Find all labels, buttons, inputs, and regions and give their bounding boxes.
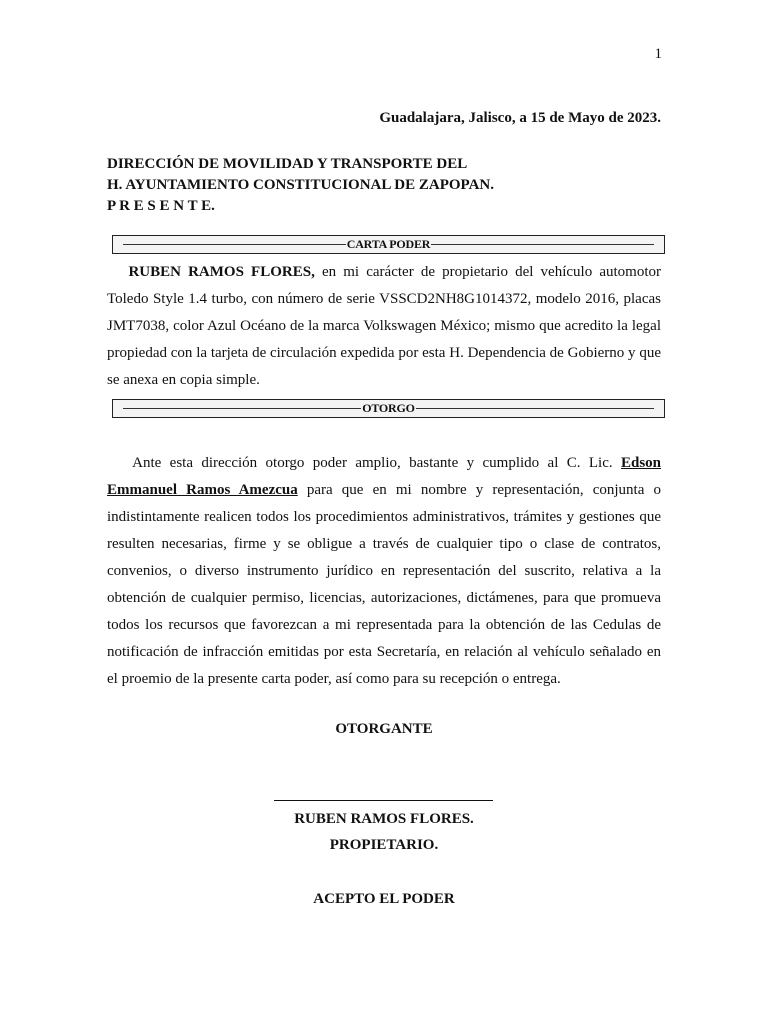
otorgo-banner: [112, 399, 665, 418]
signer-name: RUBEN RAMOS FLORES.: [294, 811, 474, 827]
grantor-name: RUBEN RAMOS FLORES,: [128, 264, 315, 280]
banner-rule-right: [431, 244, 654, 245]
power-paragraph-intro: Ante esta dirección otorgo poder amplio, bastante y cumplido al C. Lic.: [132, 455, 621, 471]
carta-poder-title: CARTA PODER: [346, 237, 431, 251]
banner-rule-right: [416, 408, 654, 409]
page-number: 1: [654, 46, 662, 62]
power-paragraph-text: para que en mi nombre y representación, conjunta o indistintamente realicen todos los procedimientos administrativos, trámites y gestiones que resulten necesarias, firme y se obligue a través de cualquier tipo o clase de contratos, convenios, o diverso instrumento jurídico en representación del suscrito, relativa a la obtención de cualquier permiso, licencias, autorizaciones, dictámenes, para que promueva todos los recursos que favorezcan a mi representada para la obtención de las Cedulas de notificación de infracción emitidas por esta Secretaría, en relación al vehículo señalado en el proemio de la presente carta poder, así como para su recepción o entrega.: [107, 482, 661, 687]
otorgo-title: OTORGO: [362, 401, 415, 415]
signature-line: [274, 800, 493, 801]
grantor-paragraph: [107, 259, 661, 394]
addressee-line-3: P R E S E N T E.: [107, 198, 215, 214]
attorney-name: Edson Emmanuel Ramos Amezcua: [107, 455, 662, 498]
banner-rule-left: [123, 408, 361, 409]
addressee-block: [107, 154, 494, 217]
addressee-line-2: H. AYUNTAMIENTO CONSTITUCIONAL DE ZAPOPAN.: [107, 177, 495, 193]
addressee-line-1: DIRECCIÓN DE MOVILIDAD Y TRANSPORTE DEL: [107, 156, 468, 172]
acceptance-heading: ACEPTO EL PODER: [313, 891, 455, 907]
banner-rule-left: [123, 244, 346, 245]
power-paragraph: [107, 450, 661, 693]
signer-role: PROPIETARIO.: [329, 837, 439, 853]
carta-poder-banner: [112, 235, 665, 254]
place-date: Guadalajara, Jalisco, a 15 de Mayo de 2023.: [379, 110, 661, 126]
grantor-heading: OTORGANTE: [335, 721, 433, 737]
grantor-paragraph-text: en mi carácter de propietario del vehículo automotor Toledo Style 1.4 turbo, con número de serie VSSCD2NH8G1014372, modelo 2016, placas JMT7038, color Azul Océano de la marca Volkswagen México; mismo que acredito la legal propiedad con la tarjeta de circulación expedida por esta H. Dependencia de Gobierno y que se anexa en copia simple.: [107, 264, 661, 388]
